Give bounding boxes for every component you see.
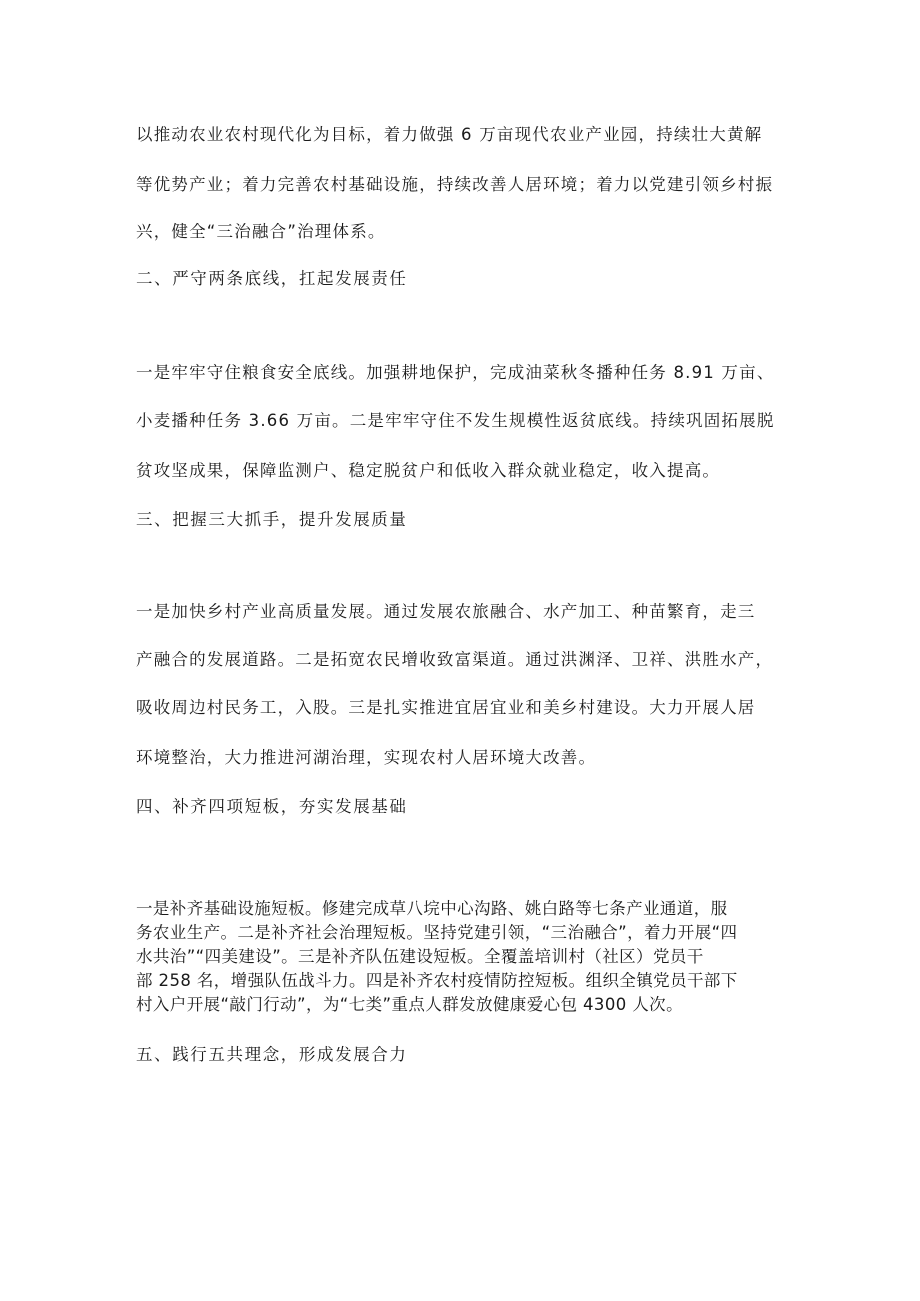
section-heading-4: 四、补齐四项短板，夯实发展基础	[136, 797, 408, 816]
section-4-line-4: 部 258 名，增强队伍战斗力。四是补齐农村疫情防控短板。组织全镇党员干部下	[136, 971, 738, 990]
section-2-line-3: 贫攻坚成果，保障监测户、稳定脱贫户和低收入群众就业稳定，收入提高。	[136, 461, 721, 480]
section-3-line-1: 一是加快乡村产业高质量发展。通过发展农旅融合、水产加工、种苗繁育，走三	[136, 602, 756, 621]
section-2-line-2: 小麦播种任务 3.66 万亩。二是牢牢守住不发生规模性返贫底线。持续巩固拓展脱	[136, 411, 775, 430]
section-heading-5: 五、践行五共理念，形成发展合力	[136, 1045, 408, 1064]
section-3-line-3: 吸收周边村民务工，入股。三是扎实推进宜居宜业和美乡村建设。大力开展人居	[136, 698, 756, 717]
intro-line-1: 以推动农业农村现代化为目标，着力做强 6 万亩现代农业产业园，持续壮大黄解	[136, 125, 763, 144]
section-4-line-3: 水共治”“四美建设”。三是补齐队伍建设短板。全覆盖培训村（社区）党员干	[136, 947, 704, 966]
intro-line-3: 兴，健全“三治融合”治理体系。	[136, 222, 386, 241]
section-4-line-1: 一是补齐基础设施短板。修建完成草八垸中心沟路、姚白路等七条产业通道，服	[136, 899, 728, 918]
section-4-line-5: 村入户开展“敲门行动”，为“七类”重点人群发放健康爱心包 4300 人次。	[136, 995, 683, 1014]
section-heading-2: 二、严守两条底线，扛起发展责任	[136, 269, 408, 288]
section-3-line-4: 环境整治，大力推进河湖治理，实现农村人居环境大改善。	[136, 748, 597, 767]
section-heading-3: 三、把握三大抓手，提升发展质量	[136, 510, 408, 529]
intro-line-2: 等优势产业；着力完善农村基础设施，持续改善人居环境；着力以党建引领乡村振	[136, 175, 774, 194]
section-4-line-2: 务农业生产。二是补齐社会治理短板。坚持党建引领，“三治融合”，着力开展“四	[136, 923, 738, 942]
section-2-line-1: 一是牢牢守住粮食安全底线。加强耕地保护，完成油菜秋冬播种任务 8.91 万亩、	[136, 363, 775, 382]
section-3-line-2: 产融合的发展道路。二是拓宽农民增收致富渠道。通过洪渊泽、卫祥、洪胜水产，	[136, 650, 774, 669]
